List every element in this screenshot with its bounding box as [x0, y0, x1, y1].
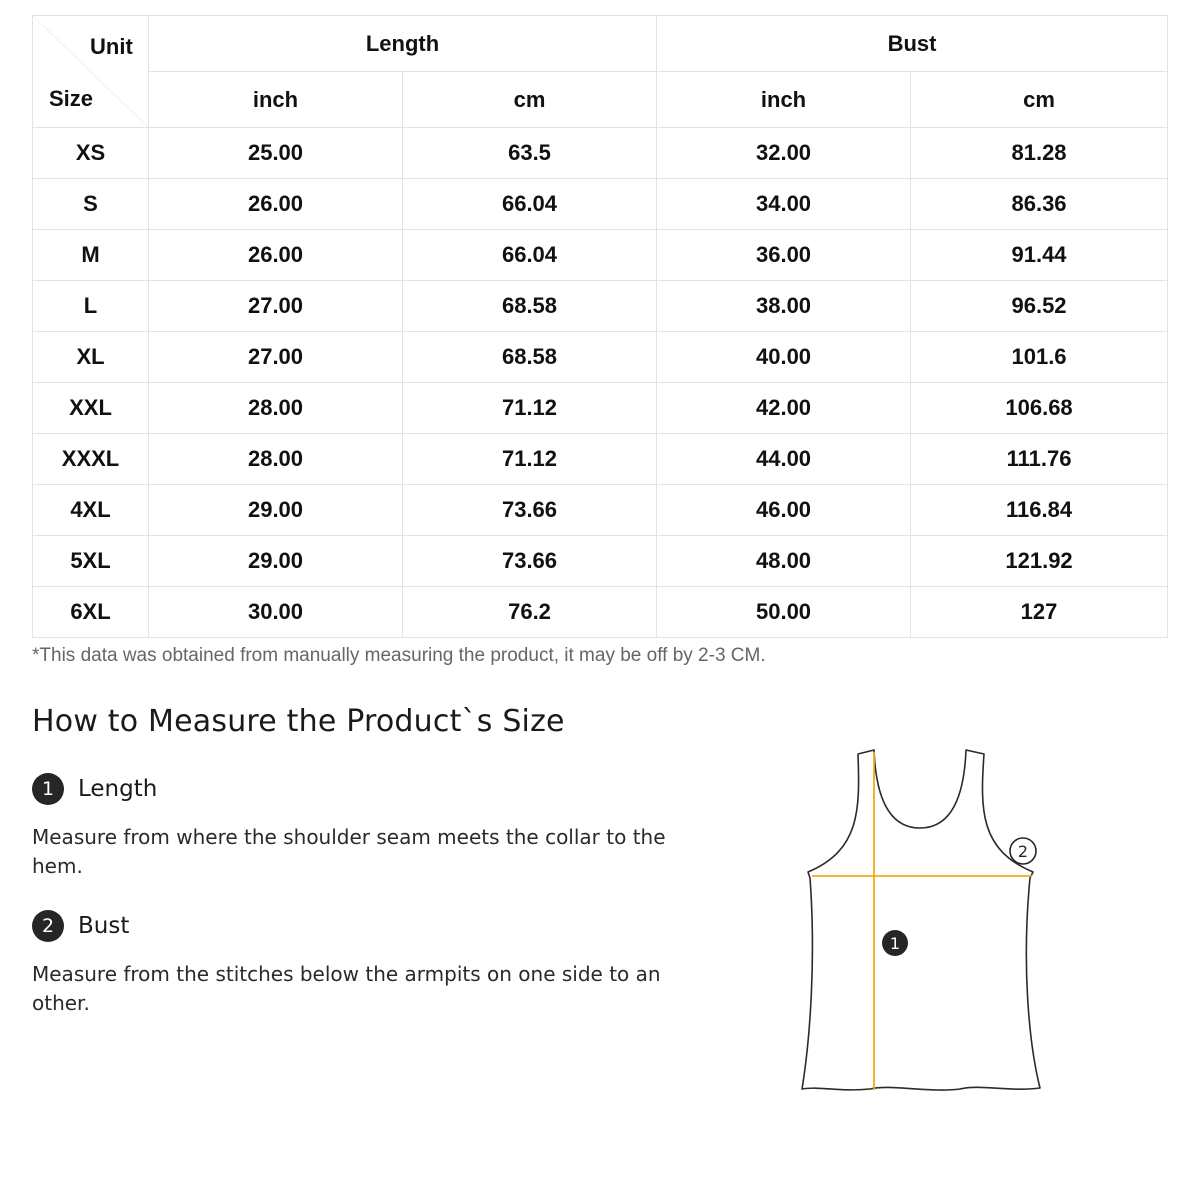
bust-inch-cell: 38.00	[657, 281, 911, 332]
table-row	[33, 536, 1168, 587]
bust-inch-cell: 50.00	[657, 587, 911, 638]
size-cell: L	[33, 281, 149, 332]
length-inch-cell: 27.00	[149, 332, 403, 383]
step-title: Bust	[78, 913, 130, 939]
size-cell: XXXL	[33, 434, 149, 485]
table-row	[33, 179, 1168, 230]
length-inch-cell: 26.00	[149, 230, 403, 281]
step-bust	[32, 910, 129, 942]
how-to-measure-title: How to Measure the Product`s Size	[32, 704, 565, 739]
size-cell: 6XL	[33, 587, 149, 638]
step-number-badge: 1	[32, 773, 64, 805]
length-inch-cell: 29.00	[149, 536, 403, 587]
bust-cm-header: cm	[911, 72, 1168, 128]
bust-group-header: Bust	[657, 16, 1168, 72]
table-header-row	[33, 16, 1168, 72]
length-inch-cell: 30.00	[149, 587, 403, 638]
length-cm-cell: 63.5	[403, 128, 657, 179]
bust-inch-cell: 46.00	[657, 485, 911, 536]
bust-cm-cell: 101.6	[911, 332, 1168, 383]
length-inch-cell: 28.00	[149, 434, 403, 485]
length-cm-header: cm	[403, 72, 657, 128]
length-marker-label: 1	[889, 934, 901, 953]
length-inch-cell: 26.00	[149, 179, 403, 230]
size-cell: XS	[33, 128, 149, 179]
table-row	[33, 587, 1168, 638]
tank-top-outline	[802, 750, 1040, 1090]
bust-cm-cell: 81.28	[911, 128, 1168, 179]
bust-cm-cell: 96.52	[911, 281, 1168, 332]
bust-cm-cell: 111.76	[911, 434, 1168, 485]
bust-inch-cell: 42.00	[657, 383, 911, 434]
corner-unit-label: Unit	[90, 34, 133, 59]
step-title: Length	[78, 776, 158, 802]
bust-cm-cell: 91.44	[911, 230, 1168, 281]
bust-cm-cell: 106.68	[911, 383, 1168, 434]
size-cell: 4XL	[33, 485, 149, 536]
table-row	[33, 230, 1168, 281]
length-cm-cell: 76.2	[403, 587, 657, 638]
size-cell: 5XL	[33, 536, 149, 587]
length-inch-cell: 29.00	[149, 485, 403, 536]
step-description: Measure from the stitches below the armpits on one side to an other.	[32, 962, 661, 1015]
bust-marker-label: 2	[1017, 842, 1029, 861]
table-body	[33, 128, 1168, 638]
step-length	[32, 773, 157, 805]
bust-inch-cell: 48.00	[657, 536, 911, 587]
length-cm-cell: 73.66	[403, 485, 657, 536]
bust-cm-cell: 121.92	[911, 536, 1168, 587]
unit-header-row	[33, 72, 1168, 128]
bust-marker	[1010, 838, 1036, 864]
table-row	[33, 485, 1168, 536]
measurement-note: *This data was obtained from manually measuring the product, it may be off by 2-3 CM.	[32, 645, 766, 666]
bust-inch-cell: 44.00	[657, 434, 911, 485]
corner-size-label: Size	[49, 86, 94, 111]
tank-top-icon	[790, 740, 1050, 1100]
table-row	[33, 281, 1168, 332]
bust-cm-cell: 127	[911, 587, 1168, 638]
unit-size-corner-cell	[33, 16, 149, 128]
size-cell: S	[33, 179, 149, 230]
length-cm-cell: 68.58	[403, 281, 657, 332]
table-row	[33, 434, 1168, 485]
table-row	[33, 383, 1168, 434]
table-row	[33, 128, 1168, 179]
bust-inch-cell: 40.00	[657, 332, 911, 383]
length-cm-cell: 68.58	[403, 332, 657, 383]
bust-cm-cell: 116.84	[911, 485, 1168, 536]
length-cm-cell: 66.04	[403, 230, 657, 281]
bust-inch-cell: 36.00	[657, 230, 911, 281]
bust-cm-cell: 86.36	[911, 179, 1168, 230]
table-row	[33, 332, 1168, 383]
step-number-badge: 2	[32, 910, 64, 942]
length-cm-cell: 71.12	[403, 383, 657, 434]
length-cm-cell: 73.66	[403, 536, 657, 587]
length-inch-header: inch	[149, 72, 403, 128]
length-cm-cell: 71.12	[403, 434, 657, 485]
size-cell: M	[33, 230, 149, 281]
length-group-header: Length	[149, 16, 657, 72]
bust-inch-cell: 34.00	[657, 179, 911, 230]
size-cell: XL	[33, 332, 149, 383]
step-description: Measure from where the shoulder seam meets the collar to the hem.	[32, 825, 666, 878]
bust-inch-header: inch	[657, 72, 911, 128]
length-inch-cell: 25.00	[149, 128, 403, 179]
length-marker	[882, 930, 908, 956]
size-cell: XXL	[33, 383, 149, 434]
length-cm-cell: 66.04	[403, 179, 657, 230]
length-inch-cell: 27.00	[149, 281, 403, 332]
length-inch-cell: 28.00	[149, 383, 403, 434]
size-chart-table	[32, 15, 1168, 638]
bust-inch-cell: 32.00	[657, 128, 911, 179]
